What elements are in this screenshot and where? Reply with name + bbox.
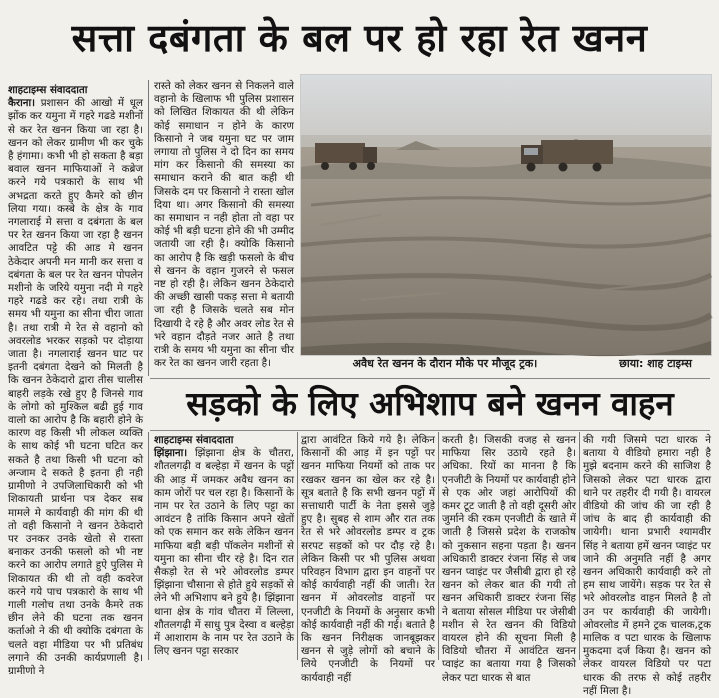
column-text: झिंझाना क्षेत्र के चौतरा, शौतलगढ़ी व बल्हेड़ा में खनन के पट्टों की आड़ में जमकर अवैध खनन का काम जोरों पर चल रहा है। किसानों के नाम पर रेत उठाने के लिए पट्टा का आवंटन है तांकि किसान अपने खेतों को एक समान कर सके लेकिन खनन माफिया बड़ी बड़ी पॉकलेन मशीनों से यमुना का सीना चीर रहे है। दिन रात सैकड़ो रेत से भरे ओवरलोड डम्पर झिंझाना चौसाना से होते हुये सड़कों से लेने भी अभिशाप बने हुये है। झिंझाना थाना क्षेत्र के गांव चौतरा में लिल्ला, शौतलगढ़ी में साधु पुत्र देस्वा व बल्हेड़ा में आशाराम के नाम पर रेत उठाने के लिए खनन पट्टा सरकार [154,447,294,658]
section-divider [150,430,710,431]
article-column-1 [8,84,143,677]
column-divider [438,432,439,660]
dateline: शाहटाइम्स संवाददाता [8,84,88,96]
column-divider [148,432,149,660]
column-divider [579,432,580,660]
sand-mining-trucks-image [301,75,711,355]
place-name: झिंझाना। [154,447,188,460]
article-column-2 [154,80,294,372]
sub-headline: सड़को के लिए अभिशाप बने खनन वाहन [186,384,674,423]
column-text: रास्ते को लेकर खनन से निकलने वाले वहानो के खिलाफ भी पुलिस प्रशासन को लिखित शिकायत की थी लेकिन कोई समाधान न होने के कारण किसानो ने जब यमुना घट पर जाम लगाया तो पुलिस ने दो दिन का समय मांग कर किसानो की समस्या का समाधान कराने की बात कही थी जिसके दम पर किसानो ने रास्ता खोल दिया था। अगर किसानो की समस्या का समाधान न नही होता तो वहा पर कोई भी बड़ी घटना होने की भी उम्मीद जतायी जा रही है। क्योकि किसानो का आरोप है कि खड़ी फसलो के बीच से खनन के वहान गुजरने से फसल नष्ट हो रही है। लेकिन खनन ठेकेदारो की अच्छी खासी पकड़ सत्ता मे बतायी जा रही है जिसके चलते सब मोन दिखायी दे रहे है और अवर लोड रेत से भरे वहान दौड़ते नजर आते है तथा रात्री के समय भी यमुना का सीना चीर कर रेत का खनन जारी रहता है। [154,80,294,370]
article-column-s2 [301,434,435,684]
article-column-s1 [154,434,294,660]
column-divider [297,432,298,660]
photo-caption: अवैध रेत खनन के दौरान मौके पर मौजूद ट्रक। [352,357,538,370]
article-column-s4 [583,434,711,697]
dateline: शाहटाइम्स संवाददाता [154,434,234,446]
place-name: कैराना। [8,97,36,110]
news-photo [300,74,712,356]
main-headline: सत्ता दबंगता के बल पर हो रहा रेत खनन [71,16,648,60]
column-text: की गयी जिसमे पटा धारक ने बताया ये वीडियो हमारा नही है मुझे बदनाम करने की साजिश है जिसको लेकर पटा धारक द्वारा थाने पर तहरीर दी गयी है। वायरल वीडियो की जांच की जा रही है जांच के बाद ही कार्यवाही की जायेगी। थाना प्रभारी श्यामवीर सिंह ने बताया हमें खनन प्वाइंट पर जाने की अनुमति नहीं है अगर खनन अधिकारी कार्यवाही करे तो हम साथ जायेंगे। सड़क पर रेत से भरे ओवरलोड वाहन मिलते है तो उन पर कार्यवाही की जायेगी। ओवरलोड में हमने ट्रक चालक,ट्रक मालिक व पटा धारक के खिलाफ मुकदमा दर्ज किया है। खनन को लेकर वायरल विडियो पर पटा धारक की तरफ से कोई तहरीर नहीं मिला है। [583,434,711,697]
column-text: करती है। जिसकी वजह से खनन माफिया सिर उठाये रहते है। अधिका. रियों का मानना है कि एनजीटी के नियमों पर कार्यवाही होने से एक ओर जहां आरोपियों की कमर टूट जाती है तो वही दूसरी ओर जुर्माने की रकम एनजीटी के खाते में जाती है जिससे प्रदेश के राजकोष को नुकसान सहना पड़ता है। खनन अधिकारी डाक्टर रंजना सिंह से जब खनन प्वाइंट पर जैसीबी द्वारा हो रहे खनन को लेकर बात की गयी तो खनन अधिकारी डाक्टर रंजना सिंह ने बताया सोसल मीडिया पर जेसीबी मशीन से रेत खनन की विडियो वायरल होने की सूचना मिली है विडियो चौतरा में आवंटित खनन प्वाइंट का बताया गया है जिसको लेकर पटा धारक से बात [442,434,577,684]
photo-caption-bar [300,356,710,372]
photo-credit: छाया: शाह टाइम्स [619,357,692,370]
column-text: द्वारा आवंटित किये गये है। लेकिन किसानों की आड़ में इन पट्टों पर खनन माफिया नियमों को ताक पर रखकर खनन का खेल कर रहे है।सूत्र बताते है कि सभी खनन पट्टों में सत्ताधारी पार्टी के नेता इससे जुड़े हुए है। सुबह से शाम और रात तक रेत से भरे ओवरलोड डम्पर व ट्रक सरपट सड़कों को पर दौड़ रहे है। लेकिन किसी पर भी पुलिस अथवा परिवहन विभाग द्वारा इन वाहनों पर कोई कार्यवाही नहीं की जाती। रेत खनन में ओवरलोड वाहनों पर एनजीटी के नियमों के अनुसार कभी कोई कार्यवाही नहीं की गई। बताते है कि खनन निरीक्षक जानबूझकर खनन से जुड़े लोगों को बचाने के लिये एनजीटी के नियमों पर कार्यवाही नहीं [301,434,435,684]
article-column-s3 [442,434,577,684]
column-text: प्रशासन की आखो में धूल झोंक कर यमुना में गहरे गढडे मशीनों से कर रेत खनन किया जा रहा है। खनन को लेकर ग्रामीण भी कर चुके है हंगामा। कभी भी हो सकता है बड़ा बवाल खनन माफियाओं ने कब्रेज करने गये पत्रकारो के साथ भी अभद्रता करते हुए कैमरे को छीन लिया गया। कस्बे के क्षेत्र के गाव नगलाराई मे सत्ता व दबंगता के बल पर रेत खनन किया जा रहा है खनन आवटित पट्टे की आड मे खनन ठेकेदार अपनी मन मानी कर सत्ता व दबंगता के बल पर रेत खनन पोपलेन मशीनो के जरिये यमुना नदी मे गहरे गहरे गढडे कर रहे। तथा रात्री के समय भी यमुना का सीना चीरा जाता है। तथा रात्री मे रेत से वहानो को अवरलोड भरकर सड़को पर दोड़ाया जाता है। नगलाराई खनन घाट पर इतनी दबंगता देखने को मिलती है कि खनन ठेकेदारो द्वारा तीस चालीस बाहरी लड़के रखे हुए है जिनसे गाव के लोगो को मुश्किल बढी हुई गाव वालो का आरोप है कि बहारी होने के कारण वह किसी भी लोकल व्यक्ति के साथ कोई भी घटना घटित कर सकते है तथा किसी भी घटना को अन्जाम दे सकते है इतना ही नही ग्रामीणो ने उपजिलाधिकारी को भी शिकायती प्रार्थना पत्र देकर सब मामले मे कार्यवाही की मांग की थी तो वही किसानो ने खनन ठेकेदारो पर उनकर उनके खेतो से रास्ता बनाकर उनकी फसलो को भी नष्ट करने का आरोप लगाते हुऐ पुलिस मे शिकायत की थी तो वही कवरेज करने गये पाच पत्रकारो के साथ भी गाली गलोच तथा उनके कैमरे तक छीन लेने की घटना तक खनन कर्ताओ ने की थी क्योकि दबंगता के चलते वहा मीडिया पर भी प्रतिबंध लगाने की उनकी कार्यप्रणाली है। ग्रामीणो ने [8,97,143,677]
column-divider [148,80,149,376]
